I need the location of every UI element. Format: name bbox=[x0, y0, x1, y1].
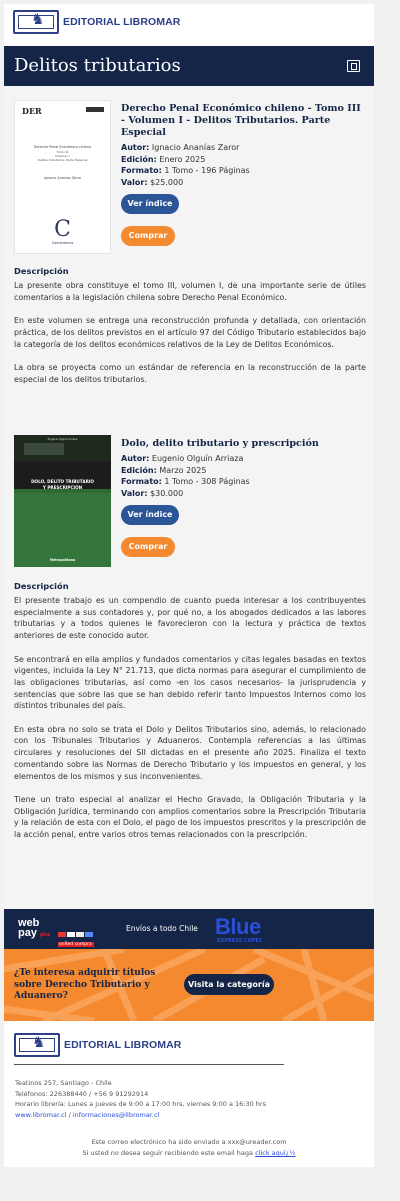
category-banner bbox=[4, 46, 374, 86]
book-card bbox=[14, 100, 364, 260]
description-heading: Descripción bbox=[14, 266, 69, 276]
sent-to-text: Este correo electrónico ha sido enviado a xxx@ureader.com bbox=[91, 1138, 287, 1146]
svg-text:Eugenio Olguín Arriaza: Eugenio Olguín Arriaza bbox=[47, 438, 78, 441]
brand-logo[interactable] bbox=[13, 10, 181, 34]
buy-button[interactable]: Comprar bbox=[121, 537, 175, 557]
category-cta bbox=[4, 949, 374, 1021]
contact-info: Teatinos 257, Santiago - Chile Teléfonos: 226388440 / +56 9 91292914 Horario librería: Lunes a jueves de 9:00 a 17:00 hrs, viernes 9:00 a 16:30 hrs www.libromar.cl / informaciones@libromar.cl bbox=[15, 1079, 266, 1119]
hours: Horario librería: Lunes a jueves de 9:00 a 17:00 hrs, viernes 9:00 a 16:30 hrs bbox=[15, 1100, 266, 1108]
book-cover-image[interactable] bbox=[14, 435, 111, 567]
shipping-text: Envíos a todo Chile bbox=[126, 924, 198, 933]
category-title: Delitos tributarios bbox=[14, 55, 181, 76]
email-footer bbox=[4, 1021, 374, 1167]
book-price: Valor: $30.000 bbox=[121, 488, 184, 498]
unsubscribe-link[interactable]: click aquï¿½ bbox=[255, 1149, 296, 1157]
payment-shipping-strip bbox=[4, 909, 374, 949]
book-format: Formato: 1 Tomo - 308 Páginas bbox=[121, 477, 250, 486]
book-edition: Edición: Marzo 2025 bbox=[121, 465, 207, 475]
svg-text:DER: DER bbox=[22, 106, 42, 116]
webpay-logo: web pay plus bbox=[18, 917, 51, 939]
email-header bbox=[4, 4, 374, 46]
description-heading: Descripción bbox=[14, 581, 69, 591]
book-edition: Edición: Enero 2025 bbox=[121, 154, 206, 164]
brand-logo[interactable] bbox=[14, 1033, 182, 1057]
svg-text:Y PRESCRIPCIÓN: Y PRESCRIPCIÓN bbox=[42, 485, 83, 490]
book-title[interactable]: Dolo, delito tributario y prescripción bbox=[121, 438, 319, 449]
buy-button[interactable]: Comprar bbox=[121, 226, 175, 246]
email-container bbox=[4, 4, 374, 1167]
visit-category-button[interactable]: Visita la categoría bbox=[184, 974, 274, 995]
svg-text:Derecho Penal Económico chilen: Derecho Penal Económico chileno bbox=[33, 145, 92, 149]
book-price: Valor: $25.000 bbox=[121, 177, 184, 187]
address: Teatinos 257, Santiago - Chile bbox=[15, 1079, 112, 1087]
email-link[interactable]: informaciones@libromar.cl bbox=[72, 1110, 160, 1119]
svg-text:Tomo III: Tomo III bbox=[56, 150, 69, 154]
website-link[interactable]: www.libromar.cl bbox=[15, 1110, 67, 1119]
svg-text:Ignacio Ananías Zaror: Ignacio Ananías Zaror bbox=[43, 176, 82, 180]
view-index-button[interactable]: Ver índice bbox=[121, 505, 179, 525]
book-info bbox=[121, 438, 361, 557]
svg-text:Volumen I: Volumen I bbox=[55, 154, 70, 158]
book-author: Autor: Ignacio Ananías Zaror bbox=[121, 143, 240, 152]
svg-text:DOLO, DELITO TRIBUTARIO: DOLO, DELITO TRIBUTARIO bbox=[31, 479, 94, 484]
book-title[interactable]: Derecho Penal Económico chileno - Tomo III - Volumen I - Delitos Tributarios. Parte Especial bbox=[121, 103, 361, 138]
svg-text:Metropolitana: Metropolitana bbox=[49, 558, 76, 562]
cta-text: ¿Te interesa adquirir títulos sobre Derecho Tributario y Aduanero? bbox=[14, 968, 156, 1001]
divider bbox=[14, 1064, 284, 1065]
view-index-button[interactable]: Ver índice bbox=[121, 194, 179, 214]
unsubscribe-note: Este correo electrónico ha sido enviado a xxx@ureader.com Si usted no desea seguir recibiendo este email haga click aquï¿½ bbox=[4, 1137, 374, 1159]
book-cover-image[interactable] bbox=[14, 100, 111, 254]
book-open-icon bbox=[347, 60, 360, 72]
payment-cards-icon: onRed compra bbox=[58, 922, 94, 936]
book-author: Autor: Eugenio Olguín Arriaza bbox=[121, 454, 244, 463]
svg-text:Delitos tributarios. Parte Esp: Delitos tributarios. Parte Especial bbox=[37, 158, 88, 162]
phones: Teléfonos: 226388440 / +56 9 91292914 bbox=[15, 1089, 149, 1098]
blue-express-logo: Blue bbox=[215, 914, 261, 939]
libromar-logo-icon bbox=[14, 1033, 60, 1057]
book-card bbox=[14, 435, 364, 575]
book-format: Formato: 1 Tomo - 196 Páginas bbox=[121, 166, 250, 175]
book-description: La presente obra constituye el tomo III, volumen I, de una importante serie de útiles comentarios a la legislación chilena sobre Derecho Penal Económico. En este volumen se entrega una reconstrucción profunda y detallada, con orientación práctica, de los delitos previstos en el artículo 97 del Código Tributario establecidos bajo la categoría de los delitos económicos relativos de la Ley de Delitos Económicos. La obra se proyecta como un estándar de referencia en la reconstrucción de la parte especial de los delitos tributarios. bbox=[14, 281, 366, 384]
libromar-logo-icon bbox=[13, 10, 59, 34]
book-description: El presente trabajo es un compendio de cuanto pueda interesar a los contribuyentes especialmente a sus contadores y, por qué no, a los abogados dedicados a las labores tributarias y a todos quienes le favorecieron con la lectura y práctica de textos anteriores de este conocido autor. Se encontrará en ella amplios y fundados comentarios y citas legales basadas en textos vigentes, incluida la Ley N° 21.713, que dicta normas para asegurar el cumplimiento de las obligaciones tributarias, así como -en los casos necesarios- la jurisprudencia y sentencias que sobre las que se han debido referir tanto Impuestos Internos como los distintos tribunales del país. En esta obra no solo se trata el Dolo y Delitos Tributarios sino, además, lo relacionado con los Tribunales Tributarios y Aduaneros. Contempla referencias a las últimas circulares y resoluciones del SII dictadas en el presente año 2025. Finaliza el texto comentando sobre las Normas de Derecho Tributario y los impuestos en general, y los elementos de los mismos y sus inconvenientes. Tiene un trato especial al analizar el Hecho Gravado, la Obligación Tributaria y la Obligación Jurídica, terminando con amplios comentarios sobre la Prescripción Tributaria y la relación de esta con el Dolo, el pago de los impuestos prescritos y la prescripción de la acción penal, entre varios otros temas relacionados con la prescripción. bbox=[14, 596, 366, 840]
brand-name: EDITORIAL LIBROMAR bbox=[64, 1039, 182, 1051]
svg-text:C: C bbox=[54, 217, 71, 242]
blue-express-subtitle: EXPRESS COPEC bbox=[217, 938, 263, 944]
svg-text:Comentarios: Comentarios bbox=[51, 241, 74, 245]
book-info bbox=[121, 103, 361, 246]
brand-name: EDITORIAL LIBROMAR bbox=[63, 16, 181, 28]
